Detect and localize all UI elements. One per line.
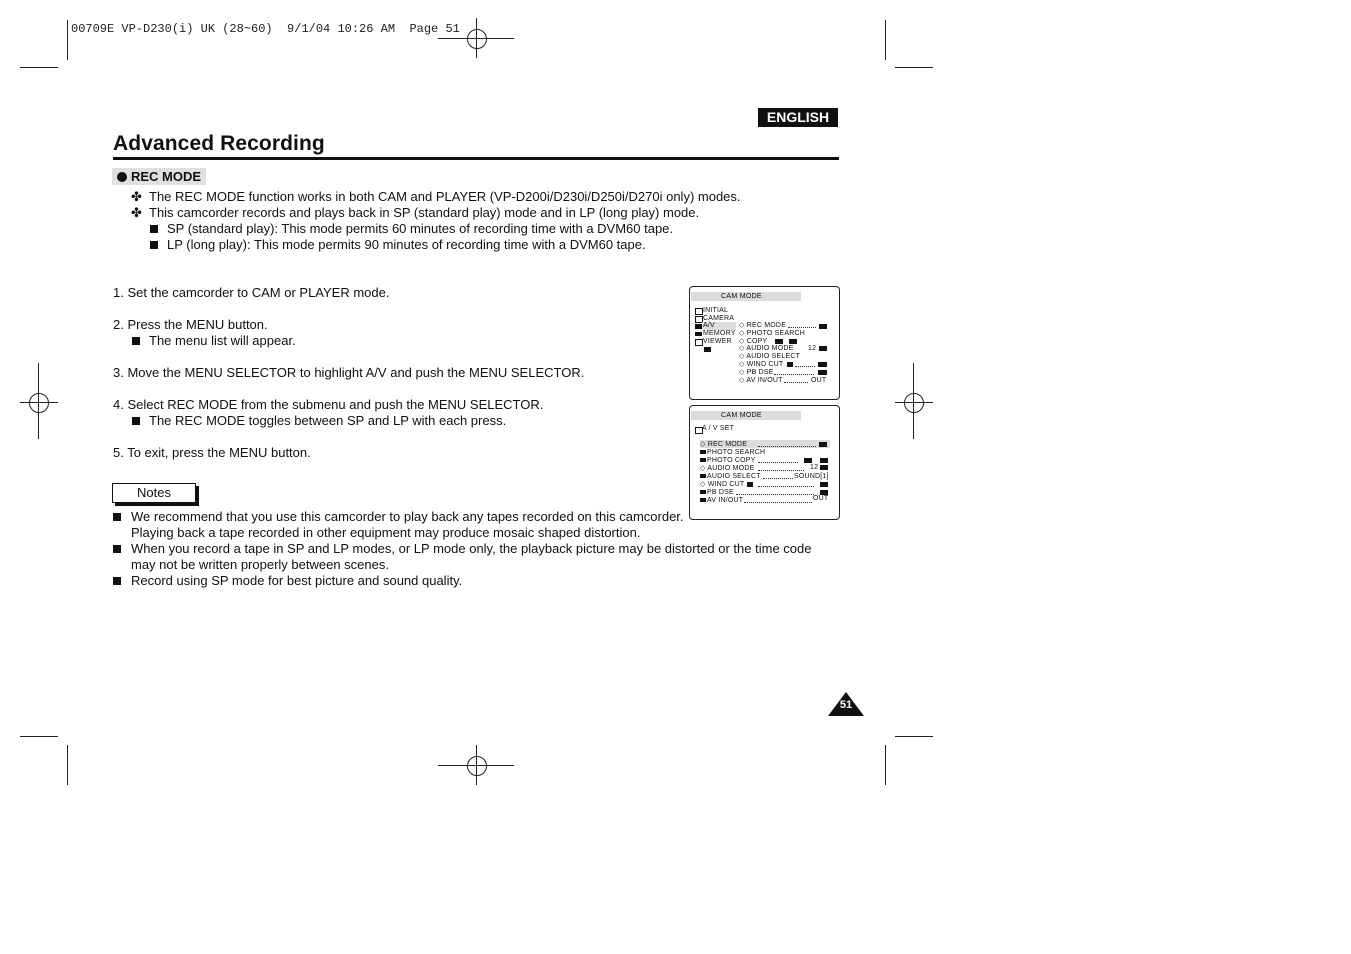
submenu-item: PHOTO SEARCH bbox=[707, 449, 766, 456]
section-heading-label: REC MODE bbox=[131, 169, 202, 184]
folder-icon bbox=[695, 339, 703, 346]
bit-icon bbox=[819, 346, 827, 351]
cross-bullet-icon: ✤ bbox=[131, 205, 142, 220]
crop-mark bbox=[895, 67, 933, 68]
audio-mode-value: 12 bbox=[810, 464, 819, 471]
note-item: We recommend that you use this camcorder to play back any tapes recorded on this camcorder. bbox=[131, 509, 684, 524]
av-value: OUT bbox=[811, 377, 827, 384]
submenu-item: AUDIO MODE bbox=[746, 345, 794, 352]
square-bullet-icon bbox=[113, 577, 121, 585]
submenu-item: PB DSE bbox=[707, 489, 734, 496]
sub-bullet: LP (long play): This mode permits 90 minutes of recording time with a DVM60 tape. bbox=[167, 237, 646, 252]
menu-screen-1: CAM MODE INITIAL CAMERA A/V MEMORY VIEWER ◇ REC MODE ◇ PHOTO SEARCH ◇ COPY ◇ AUDIO MODE 12 ◇ AUDIO SELECT ◇ WIND CUT ◇ PB DSE ◇ AV IN/OUT OUT bbox=[689, 286, 840, 400]
menu-item: INITIAL bbox=[703, 307, 729, 314]
memory-icon bbox=[695, 332, 702, 336]
crop-mark bbox=[895, 736, 933, 737]
item-icon bbox=[700, 474, 706, 478]
menu-item: CAMERA bbox=[703, 315, 735, 322]
bit-icon bbox=[820, 465, 828, 470]
registration-mark-icon bbox=[467, 756, 487, 776]
bullet-dot-icon bbox=[117, 172, 127, 182]
av-value: OUT bbox=[813, 495, 829, 502]
off-icon bbox=[818, 370, 827, 375]
viewer-icon bbox=[704, 347, 711, 352]
submenu-item: WIND CUT bbox=[746, 361, 784, 368]
copy-icon bbox=[789, 339, 797, 344]
note-item: When you record a tape in SP and LP modes, or LP mode only, the playback picture may be distorted or the time code bbox=[131, 541, 812, 556]
intro-bullet: The REC MODE function works in both CAM and PLAYER (VP-D200i/D230i/D250i/D270i only) modes. bbox=[149, 189, 741, 204]
registration-line bbox=[476, 745, 477, 785]
item-icon bbox=[700, 490, 706, 494]
step-note: The menu list will appear. bbox=[149, 333, 296, 348]
language-badge: ENGLISH bbox=[758, 108, 838, 127]
page-title: Advanced Recording bbox=[113, 132, 325, 155]
sp-icon bbox=[819, 324, 827, 329]
square-bullet-icon bbox=[132, 417, 140, 425]
crop-mark bbox=[885, 20, 886, 60]
copy-icon bbox=[820, 458, 828, 463]
leader-dots bbox=[774, 374, 814, 375]
leader-dots bbox=[795, 366, 815, 367]
square-bullet-icon bbox=[150, 241, 158, 249]
title-rule bbox=[113, 157, 839, 160]
sub-bullet: SP (standard play): This mode permits 60 minutes of recording time with a DVM60 tape. bbox=[167, 221, 674, 236]
leader-dots bbox=[744, 502, 812, 503]
audio-select-value: SOUND[1] bbox=[794, 473, 829, 480]
step-3: 3. Move the MENU SELECTOR to highlight A/V and push the MENU SELECTOR. bbox=[113, 365, 585, 380]
leader-dots bbox=[784, 382, 808, 383]
menu-screen-2: CAM MODE A / V SET ◇ REC MODE PHOTO SEARCH PHOTO COPY ◇ AUDIO MODE 12 AUDIO SELECT SOUND[1] ◇ WIND CUT PB DSE AV IN/OUT OUT bbox=[689, 405, 840, 520]
registration-mark-icon bbox=[467, 29, 487, 49]
wind-icon bbox=[787, 362, 793, 367]
submenu-item: PHOTO COPY bbox=[707, 457, 756, 464]
print-header: 00709E VP-D230(i) UK (28~60) 9/1/04 10:26 AM Page 51 bbox=[71, 22, 460, 36]
copy-icon bbox=[804, 458, 812, 463]
folder-icon bbox=[695, 308, 703, 315]
off-icon bbox=[818, 362, 827, 367]
off-icon bbox=[820, 482, 828, 487]
mode-bar: CAM MODE bbox=[691, 292, 801, 301]
intro-bullet: This camcorder records and plays back in SP (standard play) mode and in LP (long play) mode. bbox=[149, 205, 700, 220]
wind-icon bbox=[747, 482, 753, 487]
av-icon bbox=[695, 324, 702, 329]
page-number: 51 bbox=[839, 699, 853, 711]
leader-dots bbox=[736, 494, 814, 495]
crop-mark bbox=[885, 745, 886, 785]
submenu-item: AUDIO SELECT bbox=[707, 473, 761, 480]
step-2: 2. Press the MENU button. bbox=[113, 317, 268, 332]
registration-mark-icon bbox=[29, 393, 49, 413]
cross-bullet-icon: ✤ bbox=[131, 189, 142, 204]
submenu-item: WIND CUT bbox=[707, 481, 745, 488]
submenu-item: AUDIO MODE bbox=[707, 465, 755, 472]
registration-line bbox=[895, 402, 933, 403]
submenu-item: COPY bbox=[746, 338, 768, 345]
submenu-item: AV IN/OUT bbox=[746, 377, 783, 384]
square-bullet-icon bbox=[113, 545, 121, 553]
crop-mark bbox=[20, 736, 58, 737]
leader-dots bbox=[758, 446, 816, 447]
note-item: may not be written properly between scenes. bbox=[131, 557, 389, 572]
square-bullet-icon bbox=[150, 225, 158, 233]
submenu-item: REC MODE bbox=[707, 441, 748, 448]
leader-dots bbox=[758, 486, 814, 487]
step-4: 4. Select REC MODE from the submenu and push the MENU SELECTOR. bbox=[113, 397, 544, 412]
registration-line bbox=[20, 402, 58, 403]
submenu-item: PHOTO SEARCH bbox=[746, 330, 806, 337]
item-icon bbox=[700, 450, 706, 454]
crop-mark bbox=[67, 20, 68, 60]
submenu-item: AV IN/OUT bbox=[707, 497, 744, 504]
leader-dots bbox=[763, 478, 793, 479]
mode-bar: CAM MODE bbox=[691, 411, 801, 420]
sp-icon bbox=[819, 442, 827, 447]
step-1: 1. Set the camcorder to CAM or PLAYER mode. bbox=[113, 285, 390, 300]
registration-line bbox=[913, 363, 914, 439]
audio-mode-value: 12 bbox=[808, 345, 817, 352]
item-icon bbox=[700, 458, 706, 462]
menu-item: VIEWER bbox=[703, 338, 732, 345]
step-5: 5. To exit, press the MENU button. bbox=[113, 445, 311, 460]
leader-dots bbox=[758, 462, 798, 463]
step-note: The REC MODE toggles between SP and LP with each press. bbox=[149, 413, 507, 428]
submenu-item: AUDIO SELECT bbox=[746, 353, 801, 360]
section-heading bbox=[112, 168, 206, 185]
square-bullet-icon bbox=[132, 337, 140, 345]
registration-mark-icon bbox=[904, 393, 924, 413]
copy-icon bbox=[775, 339, 783, 344]
registration-line bbox=[38, 363, 39, 439]
submenu-item: REC MODE bbox=[746, 322, 787, 329]
menu-item: MEMORY bbox=[703, 330, 736, 337]
registration-line bbox=[476, 18, 477, 58]
notes-label: Notes bbox=[112, 483, 196, 503]
group-title: A / V SET bbox=[702, 425, 735, 432]
square-bullet-icon bbox=[113, 513, 121, 521]
item-icon bbox=[700, 498, 706, 502]
note-item: Record using SP mode for best picture and sound quality. bbox=[131, 573, 463, 588]
crop-mark bbox=[67, 745, 68, 785]
menu-item-av: A/V bbox=[703, 322, 715, 329]
leader-dots bbox=[758, 470, 804, 471]
submenu-item: PB DSE bbox=[746, 369, 774, 376]
crop-mark bbox=[20, 67, 58, 68]
note-item: Playing back a tape recorded in other equipment may produce mosaic shaped distortion. bbox=[131, 525, 641, 540]
leader-dots bbox=[788, 327, 816, 328]
